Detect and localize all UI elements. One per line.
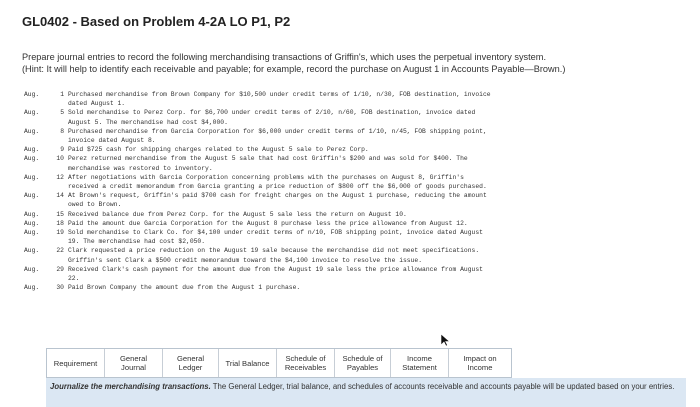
tab-schedule-of-payables[interactable]: Schedule of Payables	[335, 349, 391, 377]
transaction-day: 12	[56, 173, 64, 181]
transaction-month: Aug.	[24, 192, 40, 200]
transaction-day: 1	[60, 91, 64, 98]
transaction-item	[24, 210, 676, 219]
transaction-text	[68, 191, 676, 209]
transaction-month: Aug.	[24, 210, 40, 218]
transaction-text	[68, 265, 676, 283]
tab-income-statement[interactable]: Income Statement	[391, 349, 449, 377]
transaction-item	[24, 90, 676, 108]
instructions-line-2: (Hint: It will help to identify each receivable and payable; for example, record the purchase on August 1 in Accounts Payable—Brown.)	[22, 64, 566, 74]
transaction-item	[24, 173, 676, 191]
transaction-day: 22	[56, 247, 64, 255]
transaction-line: Perez returned merchandise from the August 5 sale that had cost Griffin's $200 and was sold for $400. The	[68, 155, 468, 163]
transaction-day: 9	[60, 146, 64, 154]
transaction-item	[24, 191, 676, 209]
instructions	[22, 51, 682, 75]
transaction-month: Aug.	[24, 91, 40, 98]
transaction-month: Aug.	[24, 127, 40, 135]
transaction-month: Aug.	[24, 173, 40, 181]
tab-schedule-of-receivables[interactable]: Schedule of Receivables	[277, 349, 335, 377]
transaction-text	[68, 210, 676, 219]
transaction-item	[24, 265, 676, 283]
transaction-line: received a credit memorandum from Garcia granting a price reduction of $800 off the $6,000 of goods purchased.	[68, 183, 487, 191]
mouse-pointer-icon	[440, 333, 450, 347]
transaction-line: 22.	[68, 275, 80, 283]
transaction-item	[24, 127, 676, 145]
transaction-line: merchandise was restored to inventory.	[68, 164, 213, 172]
transaction-month: Aug.	[24, 247, 40, 255]
transaction-day: 18	[56, 219, 64, 227]
transaction-day: 30	[56, 284, 64, 292]
transaction-text	[68, 283, 676, 292]
transaction-item	[24, 154, 676, 172]
transaction-day: 8	[60, 127, 64, 135]
instructions-line-1: Prepare journal entries to record the following merchandising transactions of Griffin's, which uses the perpetual inventory system.	[22, 52, 547, 62]
transaction-line: Purchased merchandise from Garcia Corporation for $6,000 under credit terms of 1/10, n/45, FOB shipping point,	[68, 127, 487, 135]
transaction-line: Purchased merchandise from Brown Company for $10,500 under credit terms of 1/10, n/30, FOB destination, invoice	[68, 91, 491, 98]
transaction-day: 5	[60, 109, 64, 117]
transaction-line: owed to Brown.	[68, 201, 122, 209]
tab-general-journal[interactable]: General Journal	[105, 349, 163, 377]
transaction-line: invoice dated August 8.	[68, 137, 156, 145]
transaction-text	[68, 219, 676, 228]
transaction-text	[68, 173, 676, 191]
transaction-line: August 5. The merchandise had cost $4,000.	[68, 118, 228, 126]
transaction-item	[24, 246, 676, 264]
transaction-day: 29	[56, 265, 64, 273]
transaction-text	[68, 90, 676, 108]
instruction-note	[46, 378, 686, 407]
transaction-line: Griffin's sent Clark a $500 credit memorandum toward the $4,100 invoice to resolve the issue.	[68, 256, 423, 264]
transactions-list	[24, 90, 676, 292]
transaction-day: 15	[56, 210, 64, 218]
transaction-item	[24, 145, 676, 154]
transaction-month: Aug.	[24, 219, 40, 227]
tab-impact-on-income[interactable]: Impact on Income	[463, 354, 497, 372]
transaction-month: Aug.	[24, 284, 40, 292]
requirement-tabs	[46, 348, 512, 378]
transaction-item	[24, 219, 676, 228]
transaction-day: 10	[56, 155, 64, 163]
tab-requirement[interactable]: Requirement	[47, 349, 105, 377]
transaction-line: Paid Brown Company the amount due from the August 1 purchase.	[68, 284, 301, 292]
transaction-item	[24, 283, 676, 292]
tab-general-ledger[interactable]: General Ledger	[163, 349, 219, 377]
transaction-item	[24, 108, 676, 126]
transaction-line: Paid $725 cash for shipping charges related to the August 5 sale to Perez Corp.	[68, 146, 369, 154]
transaction-month: Aug.	[24, 155, 40, 163]
transaction-line: Sold merchandise to Clark Co. for $4,100 under credit terms of n/10, FOB shipping point, invoice dated August	[68, 229, 483, 237]
transaction-month: Aug.	[24, 265, 40, 273]
transaction-line: At Brown's request, Griffin's paid $700 cash for freight charges on the August 1 purchase, reducing the amount	[68, 192, 487, 200]
transaction-line: Clark requested a price reduction on the August 19 sale because the merchandise did not meet specifications.	[68, 247, 480, 255]
transaction-text	[68, 108, 676, 126]
transaction-line: Paid the amount due Garcia Corporation for the August 8 purchase less the price allowance from August 12.	[68, 219, 468, 227]
page-title: GL0402 - Based on Problem 4-2A LO P1, P2	[22, 14, 291, 29]
transaction-day: 19	[56, 229, 64, 237]
note-text: The General Ledger, trial balance, and schedules of accounts receivable and accounts payable will be updated based on your entries.	[210, 382, 675, 391]
transaction-line: Received balance due from Perez Corp. for the August 5 sale less the return on August 10.	[68, 210, 407, 218]
transaction-text	[68, 127, 676, 145]
transaction-item	[24, 228, 676, 246]
transaction-line: dated August 1.	[68, 100, 126, 108]
tab-trial-balance[interactable]: Trial Balance	[219, 349, 277, 377]
transaction-line: 19. The merchandise had cost $2,050.	[68, 238, 206, 246]
transaction-month: Aug.	[24, 109, 40, 117]
transaction-text	[68, 246, 676, 264]
transaction-line: After negotiations with Garcia Corporation concerning problems with the purchases on August 8, Griffin's	[68, 173, 464, 181]
transaction-month: Aug.	[24, 146, 40, 154]
transaction-text	[68, 145, 676, 154]
transaction-day: 14	[56, 192, 64, 200]
transaction-month: Aug.	[24, 229, 40, 237]
transaction-text	[68, 228, 676, 246]
note-bold: Journalize the merchandising transactions.	[50, 382, 211, 391]
transaction-line: Sold merchandise to Perez Corp. for $6,700 under credit terms of 2/10, n/60, FOB destination, invoice dated	[68, 109, 476, 117]
transaction-text	[68, 154, 676, 172]
transaction-line: Received Clark's cash payment for the amount due from the August 19 sale less the price allowance from August	[68, 265, 483, 273]
